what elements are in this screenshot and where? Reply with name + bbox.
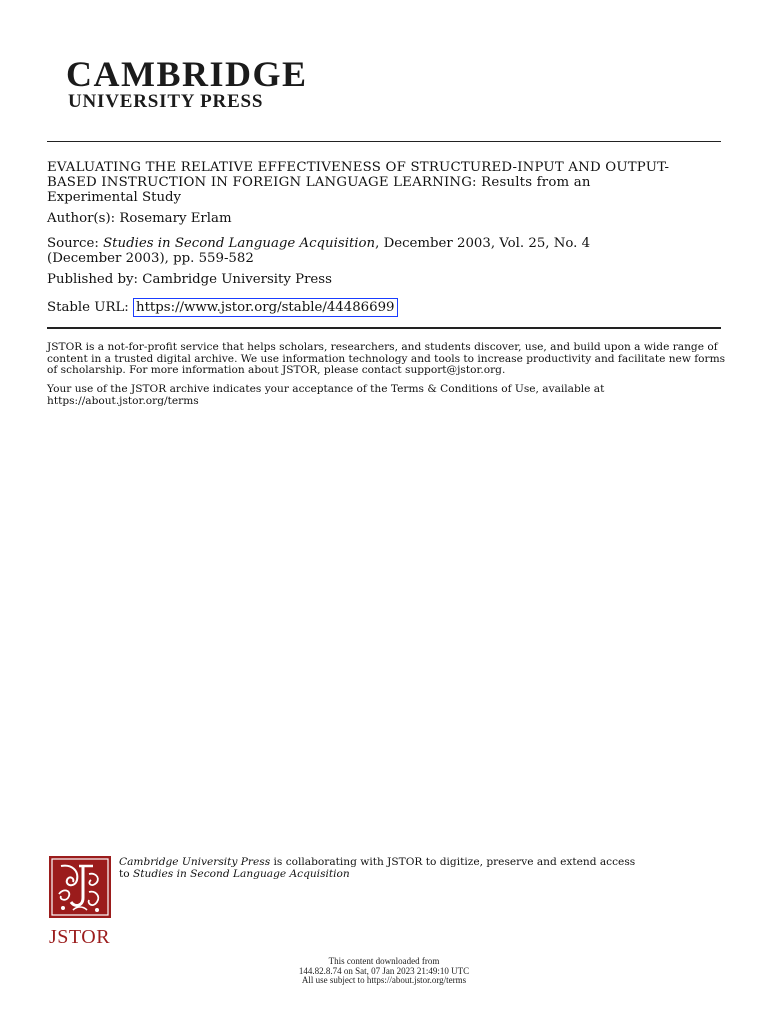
- publisher-label: Published by:: [47, 272, 139, 287]
- jstor-logo: [49, 856, 115, 949]
- source-pages: (December 2003), pp. 559-582: [47, 251, 254, 266]
- terms-notice: [47, 384, 727, 407]
- title-line-2: BASED INSTRUCTION IN FOREIGN LANGUAGE LEARNING: Results from an: [47, 175, 591, 190]
- author-name: Rosemary Erlam: [119, 211, 232, 226]
- title-line-3: Experimental Study: [47, 190, 182, 205]
- terms-link[interactable]: https://about.jstor.org/terms: [47, 394, 199, 407]
- stable-url-label: Stable URL:: [47, 300, 129, 315]
- footer-line-2: 144.82.8.74 on Sat, 07 Jan 2023 21:49:10 UTC: [298, 965, 470, 976]
- source-label: Source:: [47, 236, 99, 251]
- cambridge-university-press-logo: [66, 56, 308, 112]
- publisher-name: Cambridge University Press: [142, 272, 332, 287]
- stable-url-link[interactable]: https://www.jstor.org/stable/44486699: [133, 298, 397, 317]
- top-divider: [47, 141, 721, 142]
- publisher-field: [47, 272, 727, 287]
- logo-main-text: CAMBRIDGE: [66, 54, 308, 94]
- source-details: , December 2003, Vol. 25, No. 4: [375, 236, 591, 251]
- source-field: [47, 236, 727, 266]
- collab-text: is collaborating with JSTOR to digitize, preserve and extend access: [270, 856, 636, 868]
- collab-journal: Studies in Second Language Acquisition: [133, 868, 350, 880]
- footer-line-3: All use subject to https://about.jstor.org/terms: [301, 975, 467, 985]
- collab-publisher: Cambridge University Press: [119, 856, 271, 868]
- footer-line-1: This content downloaded from: [328, 956, 440, 966]
- title-line-1: EVALUATING THE RELATIVE EFFECTIVENESS OF STRUCTURED-INPUT AND OUTPUT-: [47, 160, 670, 175]
- collaboration-notice: [119, 856, 719, 880]
- stable-url-field: [47, 300, 727, 315]
- download-footer: [0, 957, 768, 986]
- source-journal: Studies in Second Language Acquisition: [103, 236, 376, 251]
- logo-sub-text: UNIVERSITY PRESS: [68, 91, 264, 112]
- jstor-notice-paragraph: JSTOR is a not-for-profit service that helps scholars, researchers, and students discover, use, and build upon a wide range of content in a trusted digital archive. We use information technology and tools to increase productivity and facilitate new forms of scholarship. For more information about JSTOR, please contact support@jstor.org.: [47, 341, 726, 377]
- jstor-wordmark: JSTOR: [49, 926, 111, 948]
- author-field: [47, 211, 727, 226]
- middle-divider: [47, 327, 721, 329]
- author-label: Author(s):: [47, 211, 116, 226]
- terms-notice-text: Your use of the JSTOR archive indicates your acceptance of the Terms & Conditions of Use, available at: [47, 383, 605, 395]
- article-title: [47, 160, 727, 205]
- jstor-emblem-icon: [49, 856, 111, 918]
- collab-to: to: [119, 868, 134, 880]
